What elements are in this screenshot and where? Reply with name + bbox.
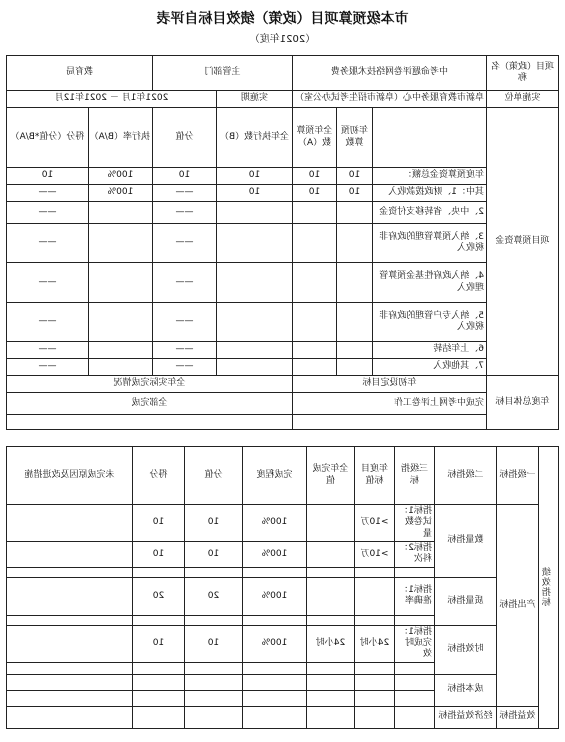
budget-cell: —— <box>6 303 88 342</box>
budget-cell: —— <box>152 185 216 202</box>
budget-cell: —— <box>6 224 88 263</box>
perf-header: 未完成原因及改进措施 <box>6 447 132 505</box>
indicator-actual: 24小时 <box>307 625 355 662</box>
perf-header: 一级指标 <box>497 447 539 505</box>
performance-side-label: 绩效指标 <box>539 447 559 729</box>
indicator-actual <box>307 577 355 615</box>
budget-row-label: 年度预算资金总额： <box>373 168 487 185</box>
indicator-score-value: 20 <box>185 577 243 615</box>
budget-header: 分值 <box>152 108 216 168</box>
budget-cell <box>88 359 152 376</box>
budget-cell: —— <box>152 202 216 224</box>
budget-cell <box>293 202 337 224</box>
performance-table <box>6 446 559 729</box>
budget-cell <box>293 303 337 342</box>
indicator-score-value: 10 <box>185 541 243 567</box>
budget-row-label: 6、上年结转 <box>373 342 487 359</box>
budget-header: 得分（分值*B/A） <box>6 108 88 168</box>
budget-row-label: 3、纳入预算管理的政府非税收入 <box>373 224 487 263</box>
level2-benefit: 经济效益指标 <box>435 706 497 728</box>
perf-header: 得分 <box>133 447 185 505</box>
budget-row <box>6 168 558 185</box>
budget-row-label: 7、其他收入 <box>373 359 487 376</box>
budget-cell: —— <box>152 342 216 359</box>
level2-quantity: 数量指标 <box>435 505 497 578</box>
goals-section-label: 年度总体目标 <box>487 376 559 430</box>
unit-value: 阜新市教育服务中心（阜新市招生考试办公室） <box>293 91 487 108</box>
indicator-degree: 100% <box>243 505 307 542</box>
budget-cell <box>217 303 293 342</box>
unit-label: 实施单位 <box>487 91 559 108</box>
budget-cell: —— <box>152 359 216 376</box>
budget-row <box>6 224 558 263</box>
level1-output: 产出指标 <box>497 505 539 707</box>
budget-cell <box>337 303 373 342</box>
budget-header: 全年执行数（B） <box>217 108 293 168</box>
budget-cell <box>337 263 373 303</box>
level2-time: 时效指标 <box>435 625 497 674</box>
budget-cell: 10 <box>293 185 337 202</box>
level1-benefit: 效益指标 <box>497 706 539 728</box>
budget-cell: —— <box>6 359 88 376</box>
budget-header: 年初预算数 <box>337 108 373 168</box>
project-name-label: 项目（政策）名称 <box>487 56 559 91</box>
budget-row-label: 2、中央、省转移支付资金 <box>373 202 487 224</box>
budget-cell <box>337 202 373 224</box>
budget-header: 全年预算数（A） <box>293 108 337 168</box>
budget-cell: 100% <box>88 168 152 185</box>
budget-cell <box>293 342 337 359</box>
indicator-score-value: 10 <box>185 625 243 662</box>
indicator-target <box>355 577 395 615</box>
budget-cell: 100% <box>88 185 152 202</box>
budget-cell: 10 <box>6 168 88 185</box>
budget-cell <box>217 263 293 303</box>
budget-row <box>6 303 558 342</box>
budget-cell <box>217 202 293 224</box>
budget-row <box>6 185 558 202</box>
indicator-name: 指标1：完成时效 <box>395 625 435 662</box>
period-value: 2021年1月 － 2021年12月 <box>6 91 216 108</box>
budget-cell: 10 <box>293 168 337 185</box>
budget-cell: 10 <box>217 168 293 185</box>
indicator-degree: 100% <box>243 577 307 615</box>
indicator-name: 指标1：准确率 <box>395 577 435 615</box>
perf-header: 年度目标值 <box>355 447 395 505</box>
goals-actual-text: 全部完成 <box>6 393 292 415</box>
budget-cell: —— <box>152 263 216 303</box>
budget-table <box>6 55 559 430</box>
indicator-target: 24小时 <box>355 625 395 662</box>
budget-row-label: 4、纳入政府性基金预算管理收入 <box>373 263 487 303</box>
indicator-row <box>6 505 558 542</box>
goals-initial-header: 年初设定目标 <box>293 376 487 393</box>
indicator-score: 20 <box>133 577 185 615</box>
indicator-actual <box>307 505 355 542</box>
budget-cell: —— <box>6 202 88 224</box>
budget-cell: 10 <box>337 185 373 202</box>
budget-cell <box>217 359 293 376</box>
budget-cell: 10 <box>337 168 373 185</box>
budget-row-label: 其中：1、财政拨款收入 <box>373 185 487 202</box>
indicator-score: 10 <box>133 541 185 567</box>
period-label: 实施期 <box>217 91 293 108</box>
budget-cell <box>293 224 337 263</box>
indicator-name: 指标1：试卷数量 <box>395 505 435 542</box>
budget-cell: —— <box>6 185 88 202</box>
indicator-row <box>6 577 558 615</box>
budget-cell: 10 <box>217 185 293 202</box>
indicator-degree: 100% <box>243 541 307 567</box>
perf-header: 三级指标 <box>395 447 435 505</box>
budget-cell <box>88 202 152 224</box>
form-title: 市本级预算项目（政策）绩效目标自评表 <box>156 11 409 27</box>
indicator-degree: 100% <box>243 625 307 662</box>
budget-cell: —— <box>152 303 216 342</box>
perf-header: 分值 <box>185 447 243 505</box>
budget-cell: —— <box>6 263 88 303</box>
budget-cell: —— <box>6 342 88 359</box>
indicator-target: >10万 <box>355 505 395 542</box>
indicator-score-value: 10 <box>185 505 243 542</box>
indicator-target: >10万 <box>355 541 395 567</box>
budget-row <box>6 263 558 303</box>
budget-section-label: 项目预算资金 <box>487 108 559 376</box>
budget-cell <box>293 359 337 376</box>
budget-header: 执行率（B/A） <box>88 108 152 168</box>
dept-value: 教育局 <box>6 56 152 91</box>
budget-cell: —— <box>152 224 216 263</box>
level2-quality: 质量指标 <box>435 577 497 625</box>
dept-label: 主管部门 <box>152 56 292 91</box>
budget-row <box>6 202 558 224</box>
budget-cell <box>337 224 373 263</box>
perf-header: 全年完成值 <box>307 447 355 505</box>
budget-cell <box>88 342 152 359</box>
level2-cost: 成本指标 <box>435 674 497 706</box>
budget-cell <box>337 359 373 376</box>
perf-header: 二级指标 <box>435 447 497 505</box>
perf-header: 完成程度 <box>243 447 307 505</box>
indicator-actual <box>307 541 355 567</box>
budget-cell <box>88 303 152 342</box>
goals-initial-text: 完成中考网上评卷工作 <box>293 393 487 415</box>
budget-cell <box>217 342 293 359</box>
goals-actual-header: 全年实际完成情况 <box>6 376 292 393</box>
indicator-score: 10 <box>133 625 185 662</box>
budget-cell <box>217 224 293 263</box>
project-name-value: 中考命题评卷网络技术服务费 <box>293 56 487 91</box>
budget-row <box>6 359 558 376</box>
budget-cell <box>337 342 373 359</box>
budget-cell <box>88 224 152 263</box>
budget-cell: 10 <box>152 168 216 185</box>
budget-cell <box>88 263 152 303</box>
budget-row <box>6 342 558 359</box>
form-subtitle: （2021年度） <box>249 34 316 45</box>
indicator-name: 指标2：科次 <box>395 541 435 567</box>
indicator-score: 10 <box>133 505 185 542</box>
budget-row-label: 5、纳入专户管理的政府非税收入 <box>373 303 487 342</box>
budget-cell <box>293 263 337 303</box>
indicator-row <box>6 625 558 662</box>
